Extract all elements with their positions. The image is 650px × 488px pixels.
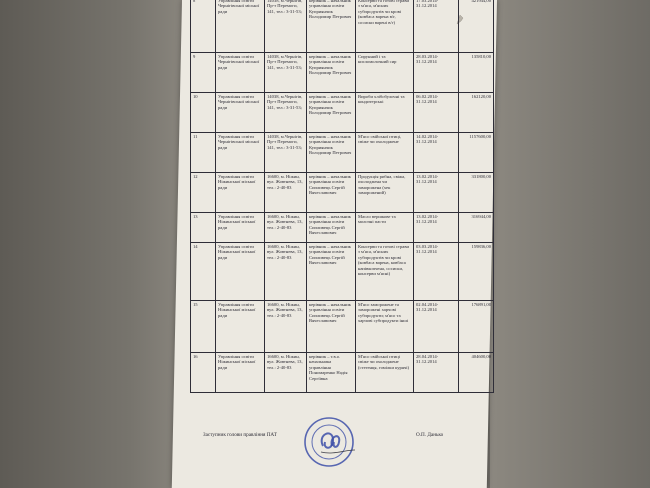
cell-num: 15	[191, 301, 216, 353]
cell-term: 28.03.2014-31.12.2014	[414, 53, 459, 93]
cell-head: керівник – начальник управління освіти Куприянчик Володимир Петрович	[307, 53, 356, 93]
cell-org: Управління освіти Чернігівської міської ради	[216, 0, 265, 53]
cell-num: 16	[191, 353, 216, 393]
cell-head: керівник – начальник управління освіти Куприянчик Володимир Петрович	[307, 133, 356, 173]
cell-head: керівник – начальник управління освіти Куприянчик Володимир Петрович	[307, 0, 356, 53]
cell-addr: 16600, м. Ніжин, вул. Жовтнева, 13, тел.: 2-40-83	[265, 353, 307, 393]
cell-num: 11	[191, 133, 216, 173]
cell-term: 13.02.2014-31.12.2014	[414, 173, 459, 213]
table-row	[191, 243, 494, 301]
cell-head: керівник – начальник управління освіти Сипливець Сергій Вячеславович	[307, 173, 356, 213]
cell-org: Управління освіти Ніжинської міської ради	[216, 353, 265, 393]
cell-term: 13.02.2014-31.12.2014	[414, 213, 459, 243]
cell-term: 28.04.2014-31.12.2014	[414, 353, 459, 393]
cell-num: 14	[191, 243, 216, 301]
cell-addr: 14038, м.Чернігів, Пр-т Перемоги, 141, тел.: 3-31-53;	[265, 53, 307, 93]
table-row	[191, 301, 494, 353]
cell-addr: 14038, м.Чернігів, Пр-т Перемоги, 141, тел.: 3-31-53;	[265, 0, 307, 53]
cell-num: 9	[191, 53, 216, 93]
cell-org: Управління освіти Ніжинської міської ради	[216, 301, 265, 353]
cell-org: Управління освіти Чернігівської міської ради	[216, 53, 265, 93]
cell-addr: 14038, м.Чернігів, Пр-т Перемоги, 141, тел.: 3-31-53;	[265, 93, 307, 133]
cell-sum: 404600,00	[459, 353, 494, 393]
desk-background-right	[490, 0, 650, 488]
cell-sum: 159836,00	[459, 243, 494, 301]
cell-item: Сирунний і та кисломолочний сир	[356, 53, 414, 93]
signature-name: О.П. Данько	[416, 432, 444, 438]
cell-sum: 1157600,00	[459, 133, 494, 173]
cell-addr: 16600, м. Ніжин, вул. Жовтнева, 13, тел.: 2-40-83	[265, 173, 307, 213]
cell-head: керівник – начальник управління освіти Сипливець Сергій Вячеславович	[307, 243, 356, 301]
cell-item: М'ясо свійської птиці свіже чи охолоджене (стегенця, гомілки курячі)	[356, 353, 414, 393]
cell-term: 17.03.2014-31.12.2014	[414, 0, 459, 53]
cell-org: Управління освіти Ніжинської міської ради	[216, 173, 265, 213]
cell-num: 10	[191, 93, 216, 133]
table-row	[191, 133, 494, 173]
cell-sum: 421944,00	[459, 0, 494, 53]
table-row	[191, 93, 494, 133]
cell-sum: 331800,00	[459, 173, 494, 213]
cell-item: Продукція рибна, свіжа, охолоджена чи заморожена (хек заморожений)	[356, 173, 414, 213]
cell-term: 03.03.2014-31.12.2014	[414, 243, 459, 301]
cell-head: керівник – начальник управління освіти Сипливець Сергій Вячеславович	[307, 301, 356, 353]
cell-item: М'ясо свійської птиці, свіже чи охолоджене	[356, 133, 414, 173]
table-row	[191, 353, 494, 393]
cell-addr: 16600, м. Ніжин, вул. Жовтнева, 13, тел.: 2-40-83	[265, 243, 307, 301]
cell-term: 06.02.2014-31.12.2014	[414, 93, 459, 133]
cell-term: 02.04.2014-31.12.2014	[414, 301, 459, 353]
cell-org: Управління освіти Ніжинської міської ради	[216, 213, 265, 243]
cell-org: Управління освіти Чернігівської міської ради	[216, 133, 265, 173]
cell-head: керівник – начальник управління освіти Куприянчик Володимир Петрович	[307, 93, 356, 133]
table-row	[191, 0, 494, 53]
cell-addr: 16600, м. Ніжин, вул. Жовтнева, 13, тел.: 2-40-83	[265, 213, 307, 243]
cell-addr: 16600, м. Ніжин, вул. Жовтнева, 13, тел.: 2-40-83	[265, 301, 307, 353]
cell-sum: 162120,00	[459, 93, 494, 133]
cell-item: Вироби хлібобулочні та кондитерські	[356, 93, 414, 133]
cell-addr: 14038, м.Чернігів, Пр-т Перемоги, 141, тел.: 3-31-53;	[265, 133, 307, 173]
contracts-table-wrapper	[190, 0, 490, 393]
cell-num: 13	[191, 213, 216, 243]
cell-num: 12	[191, 173, 216, 213]
contracts-table	[190, 0, 494, 393]
cell-head: керівник – начальник управління освіти Сипливець Сергій Вячеславович	[307, 213, 356, 243]
cell-sum: 135810,00	[459, 53, 494, 93]
cell-sum: 316944,00	[459, 213, 494, 243]
desk-background-left	[0, 0, 185, 488]
cell-num: 8	[191, 0, 216, 53]
cell-item: Консерви та готові страви з м'яса, м'ясних субпродуктів чи крові (ковбаса варена, ковбаса напівкопчена, сосиски, консерви м'ясні)	[356, 243, 414, 301]
cell-sum: 176891,00	[459, 301, 494, 353]
cell-org: Управління освіти Ніжинської міської ради	[216, 243, 265, 301]
cell-item: Консерви та готові страви з м'яса, м'ясних субпродуктів чи крові (ковбаса варена в/г, сосиски варені в/г)	[356, 0, 414, 53]
table-row	[191, 53, 494, 93]
official-stamp-seal	[303, 416, 355, 468]
cell-item: Масло вершкове та молочні пасти	[356, 213, 414, 243]
table-row	[191, 173, 494, 213]
cell-term: 14.02.2014-31.12.2014	[414, 133, 459, 173]
cell-org: Управління освіти Чернігівської міської ради	[216, 93, 265, 133]
signature-position: Заступник голови правління ПАТ	[203, 432, 277, 438]
cell-item: М'ясо заморожене та заморожені харчові субпродукти; м'ясо та харчові субпродукти інші	[356, 301, 414, 353]
table-row	[191, 213, 494, 243]
cell-head: керівник – т.в.о. начальника управління Пономаренко Надія Сергіївна	[307, 353, 356, 393]
